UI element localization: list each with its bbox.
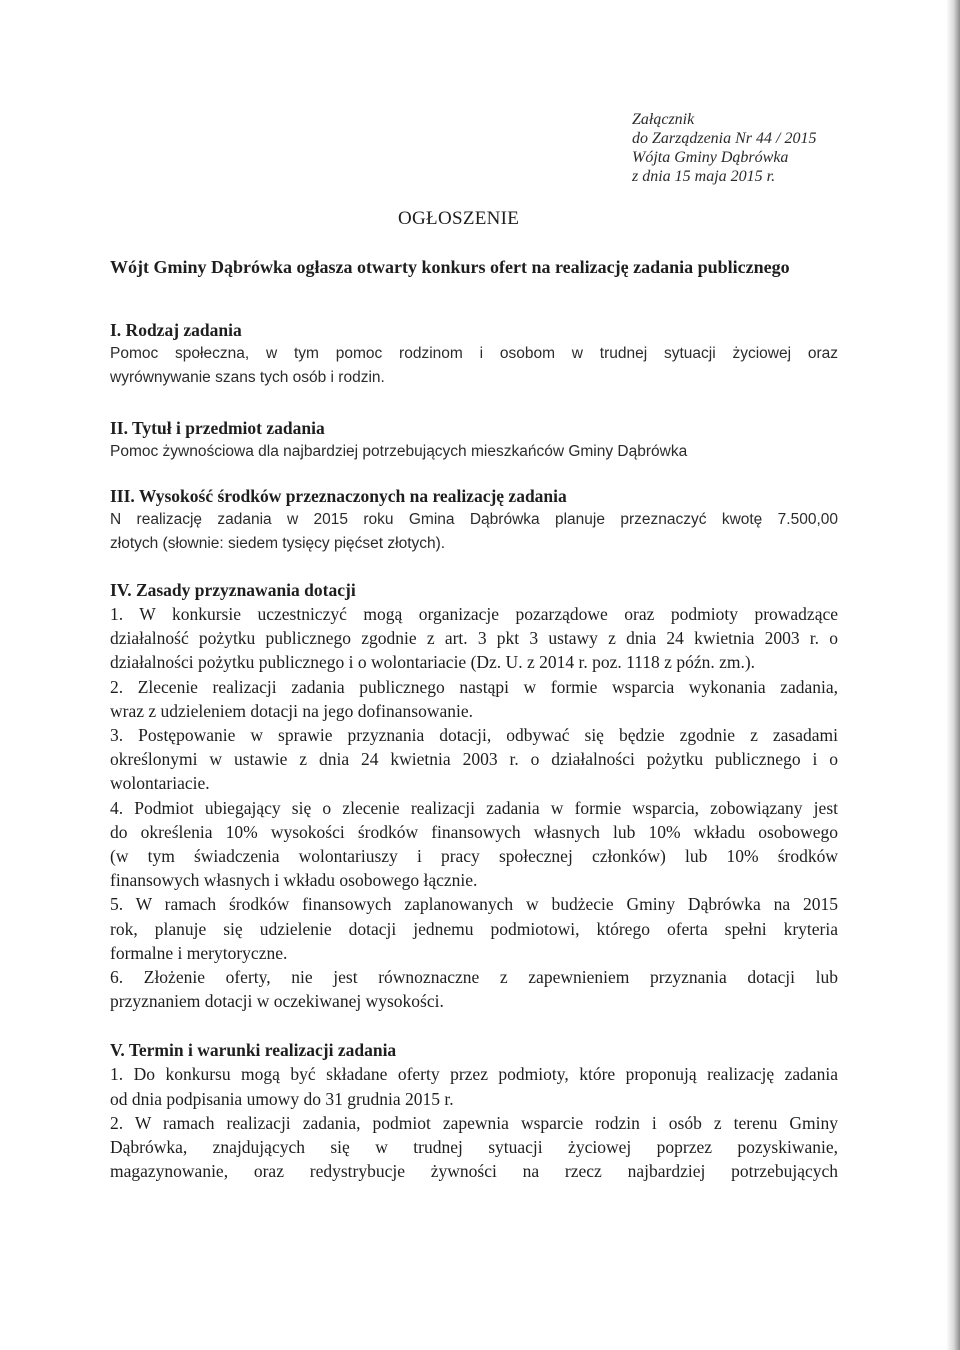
section-task-title — [110, 416, 838, 464]
text-line: wolontariacie. — [110, 773, 210, 794]
text-line: przyznaniem dotacji w oczekiwanej wysokości. — [110, 991, 444, 1012]
text-line: 2. W ramach realizacji zadania, podmiot zapewnia wsparcie rodzin i osób z terenu Gminy — [110, 1112, 838, 1133]
section-text — [110, 342, 838, 390]
section-terms — [110, 1038, 838, 1183]
document-title: OGŁOSZENIE — [398, 208, 520, 229]
text-line: 4. Podmiot ubiegający się o zlecenie realizacji zadania w formie wsparcia, zobowiązany jest — [110, 797, 838, 818]
section-heading: I. Rodzaj zadania — [110, 320, 242, 340]
text-line: Pomoc żywnościowa dla najbardziej potrzebujących mieszkańców Gminy Dąbrówka — [110, 443, 688, 460]
annex-line: z dnia 15 maja 2015 r. — [632, 168, 776, 185]
section-task-type — [110, 318, 838, 390]
text-line: finansowych własnych i wkładu osobowego łącznie. — [110, 870, 478, 891]
annex-note — [632, 110, 816, 186]
announcement-intro: Wójt Gminy Dąbrówka ogłasza otwarty konkurs ofert na realizację zadania publicznego — [110, 257, 790, 277]
text-line: rok, planuje się udzielenie dotacji jednemu podmiotowi, którego oferta spełni kryteria — [110, 918, 838, 939]
section-text — [110, 440, 838, 464]
section-heading: IV. Zasady przyznawania dotacji — [110, 580, 356, 600]
annex-line: do Zarządzenia Nr 44 / 2015 — [632, 130, 817, 147]
section-text — [110, 508, 838, 556]
text-line: Dąbrówka, znajdujących się w trudnej sytuacji życiowej poprzez pozyskiwanie, — [110, 1137, 838, 1158]
text-line: 5. W ramach środków finansowych zaplanowanych w budżecie Gminy Dąbrówka na 2015 — [110, 894, 838, 915]
text-line: Pomoc społeczna, w tym pomoc rodzinom i osobom w trudnej sytuacji życiowej oraz — [110, 345, 838, 362]
text-line: do określenia 10% wysokości środków finansowych własnych lub 10% wkładu osobowego — [110, 821, 838, 842]
document-body — [110, 318, 838, 1183]
annex-line: Załącznik — [632, 111, 695, 128]
text-line: wyrównywanie szans tych osób i rodzin. — [110, 369, 385, 386]
section-grant-rules — [110, 578, 838, 1013]
text-line: 1. W konkursie uczestniczyć mogą organizacje pozarządowe oraz podmioty prowadzące — [110, 604, 838, 624]
text-line: (w tym świadczenia wolontariuszy i pracy społecznej członków) lub 10% środków — [110, 846, 838, 867]
text-line: określonymi w ustawie z dnia 24 kwietnia 2003 r. o działalności pożytku publicznego i o — [110, 749, 838, 770]
section-heading: III. Wysokość środków przeznaczonych na realizację zadania — [110, 486, 567, 506]
section-heading: II. Tytuł i przedmiot zadania — [110, 418, 325, 438]
section-funding — [110, 484, 838, 556]
text-line: złotych (słownie: siedem tysięcy pięćset złotych). — [110, 535, 446, 552]
text-line: 3. Postępowanie w sprawie przyznania dotacji, odbywać się będzie zgodnie z zasadami — [110, 725, 838, 746]
section-text — [110, 1062, 838, 1183]
section-text — [110, 602, 838, 1013]
annex-line: Wójta Gminy Dąbrówka — [632, 149, 789, 166]
scan-edge-shadow — [946, 0, 960, 1350]
section-heading: V. Termin i warunki realizacji zadania — [110, 1040, 397, 1061]
text-line: działalność pożytku publicznego zgodnie z art. 3 pkt 3 ustawy z dnia 24 kwietnia 2003 r. o — [110, 628, 838, 649]
text-line: od dnia podpisania umowy do 31 grudnia 2015 r. — [110, 1088, 454, 1109]
text-line: 2. Zlecenie realizacji zadania publicznego nastąpi w formie wsparcia wykonania zadania, — [110, 676, 838, 697]
text-line: 6. Złożenie oferty, nie jest równoznaczne z zapewnieniem przyznania dotacji lub — [110, 967, 838, 988]
text-line: magazynowanie, oraz redystrybucje żywności na rzecz najbardziej potrzebujących — [110, 1161, 838, 1182]
text-line: formalne i merytoryczne. — [110, 942, 288, 963]
text-line: 1. Do konkursu mogą być składane oferty przez podmioty, które proponują realizację zadania — [110, 1064, 838, 1085]
text-line: N realizację zadania w 2015 roku Gmina Dąbrówka planuje przeznaczyć kwotę 7.500,00 — [110, 511, 838, 528]
text-line: działalności pożytku publicznego i o wolontariacie (Dz. U. z 2014 r. poz. 1118 z późn. zm.). — [110, 652, 756, 673]
text-line: wraz z udzieleniem dotacji na jego dofinansowanie. — [110, 700, 473, 721]
